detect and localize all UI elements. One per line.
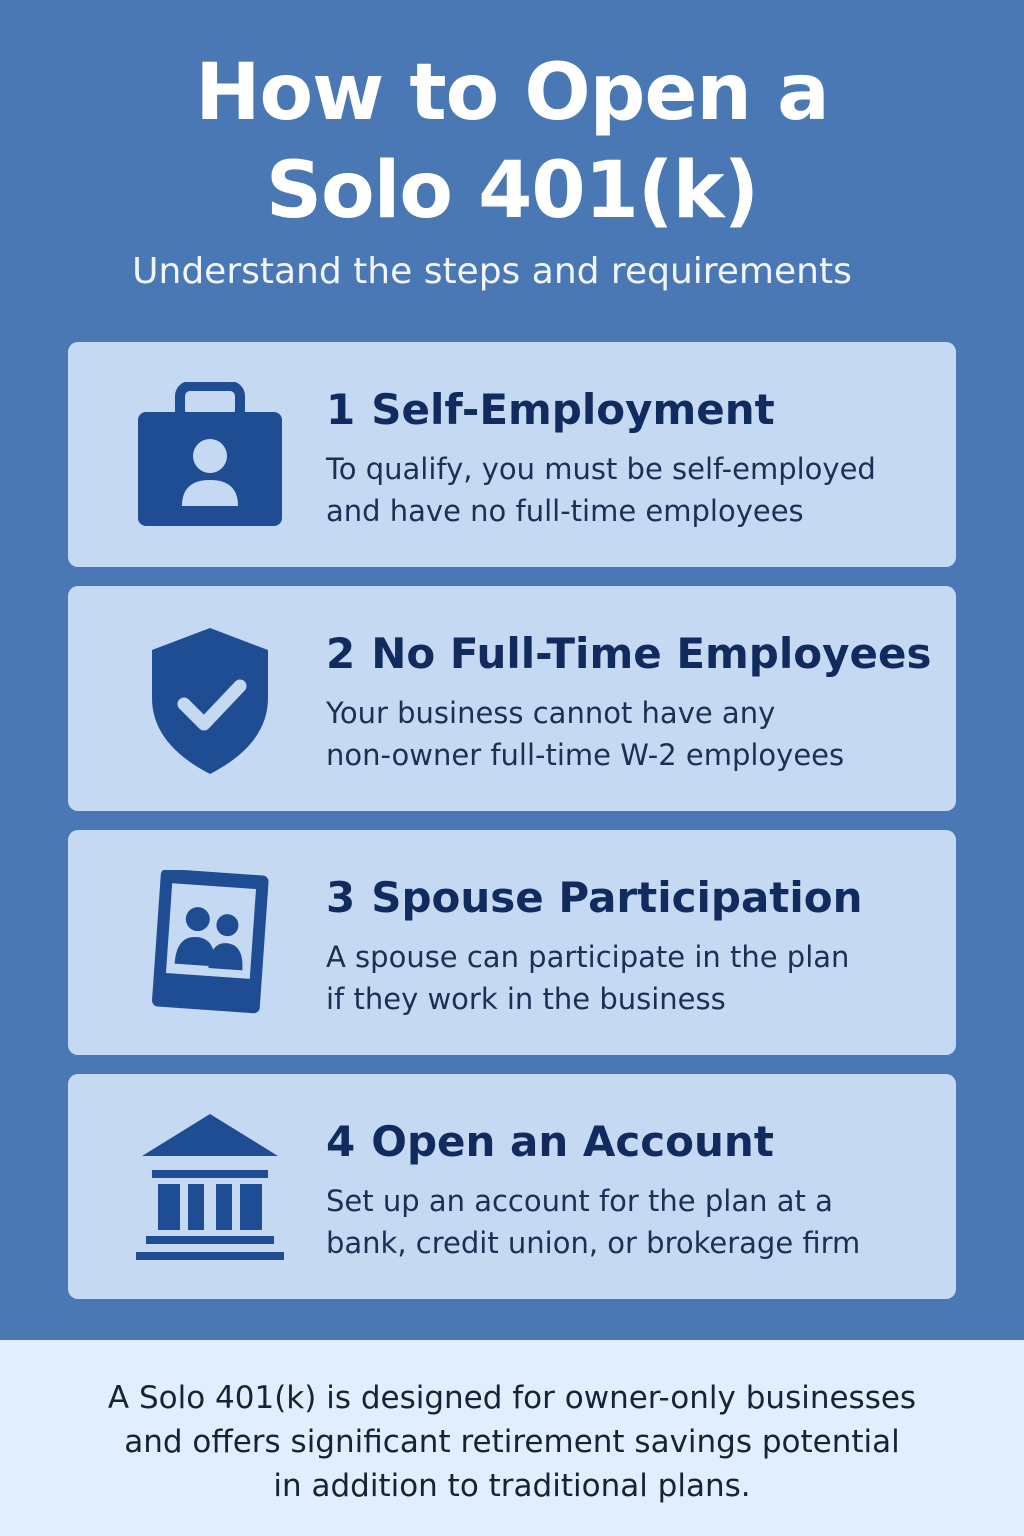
step-desc-line-1: Your business cannot have any xyxy=(326,696,776,730)
step-description xyxy=(326,936,936,1020)
step-card-no-employees xyxy=(68,586,956,811)
step-card-spouse xyxy=(68,830,956,1055)
step-description xyxy=(326,1180,936,1264)
footer-line-1: A Solo 401(k) is designed for owner-only businesses xyxy=(107,1380,917,1416)
footer-line-3: in addition to traditional plans. xyxy=(273,1468,751,1504)
step-title: Spouse Participation xyxy=(371,873,863,922)
shield-check-icon xyxy=(130,626,290,776)
briefcase-person-icon xyxy=(130,382,290,532)
step-heading xyxy=(326,626,946,682)
step-number: 2 xyxy=(326,629,356,678)
page-title xyxy=(0,44,1024,240)
photo-people-icon xyxy=(130,870,290,1020)
step-desc-line-2: non-owner full-time W-2 employees xyxy=(326,738,845,772)
footer-panel xyxy=(0,1340,1024,1536)
title-line-2: Solo 401(k) xyxy=(265,146,759,236)
page-subtitle: Understand the steps and requirements xyxy=(132,251,852,292)
step-number: 4 xyxy=(326,1117,356,1166)
step-heading xyxy=(326,1114,946,1170)
step-desc-line-1: A spouse can participate in the plan xyxy=(326,940,850,974)
step-card-open-account xyxy=(68,1074,956,1299)
step-card-self-employment xyxy=(68,342,956,567)
step-desc-line-2: bank, credit union, or brokerage firm xyxy=(326,1226,861,1260)
step-title: Open an Account xyxy=(371,1117,774,1166)
step-number: 1 xyxy=(326,385,356,434)
step-description xyxy=(326,448,936,532)
step-desc-line-2: and have no full-time employees xyxy=(326,494,804,528)
step-number: 3 xyxy=(326,873,356,922)
footer-line-2: and offers significant retirement savings potential xyxy=(124,1424,900,1460)
step-desc-line-1: Set up an account for the plan at a xyxy=(326,1184,833,1218)
title-line-1: How to Open a xyxy=(195,48,829,138)
step-desc-line-1: To qualify, you must be self-employed xyxy=(326,452,876,486)
step-description xyxy=(326,692,936,776)
step-title: No Full-Time Employees xyxy=(371,629,932,678)
step-desc-line-2: if they work in the business xyxy=(326,982,726,1016)
step-heading xyxy=(326,382,946,438)
footer-text xyxy=(60,1376,964,1508)
bank-building-icon xyxy=(130,1114,290,1264)
step-heading xyxy=(326,870,946,926)
step-title: Self-Employment xyxy=(371,385,775,434)
